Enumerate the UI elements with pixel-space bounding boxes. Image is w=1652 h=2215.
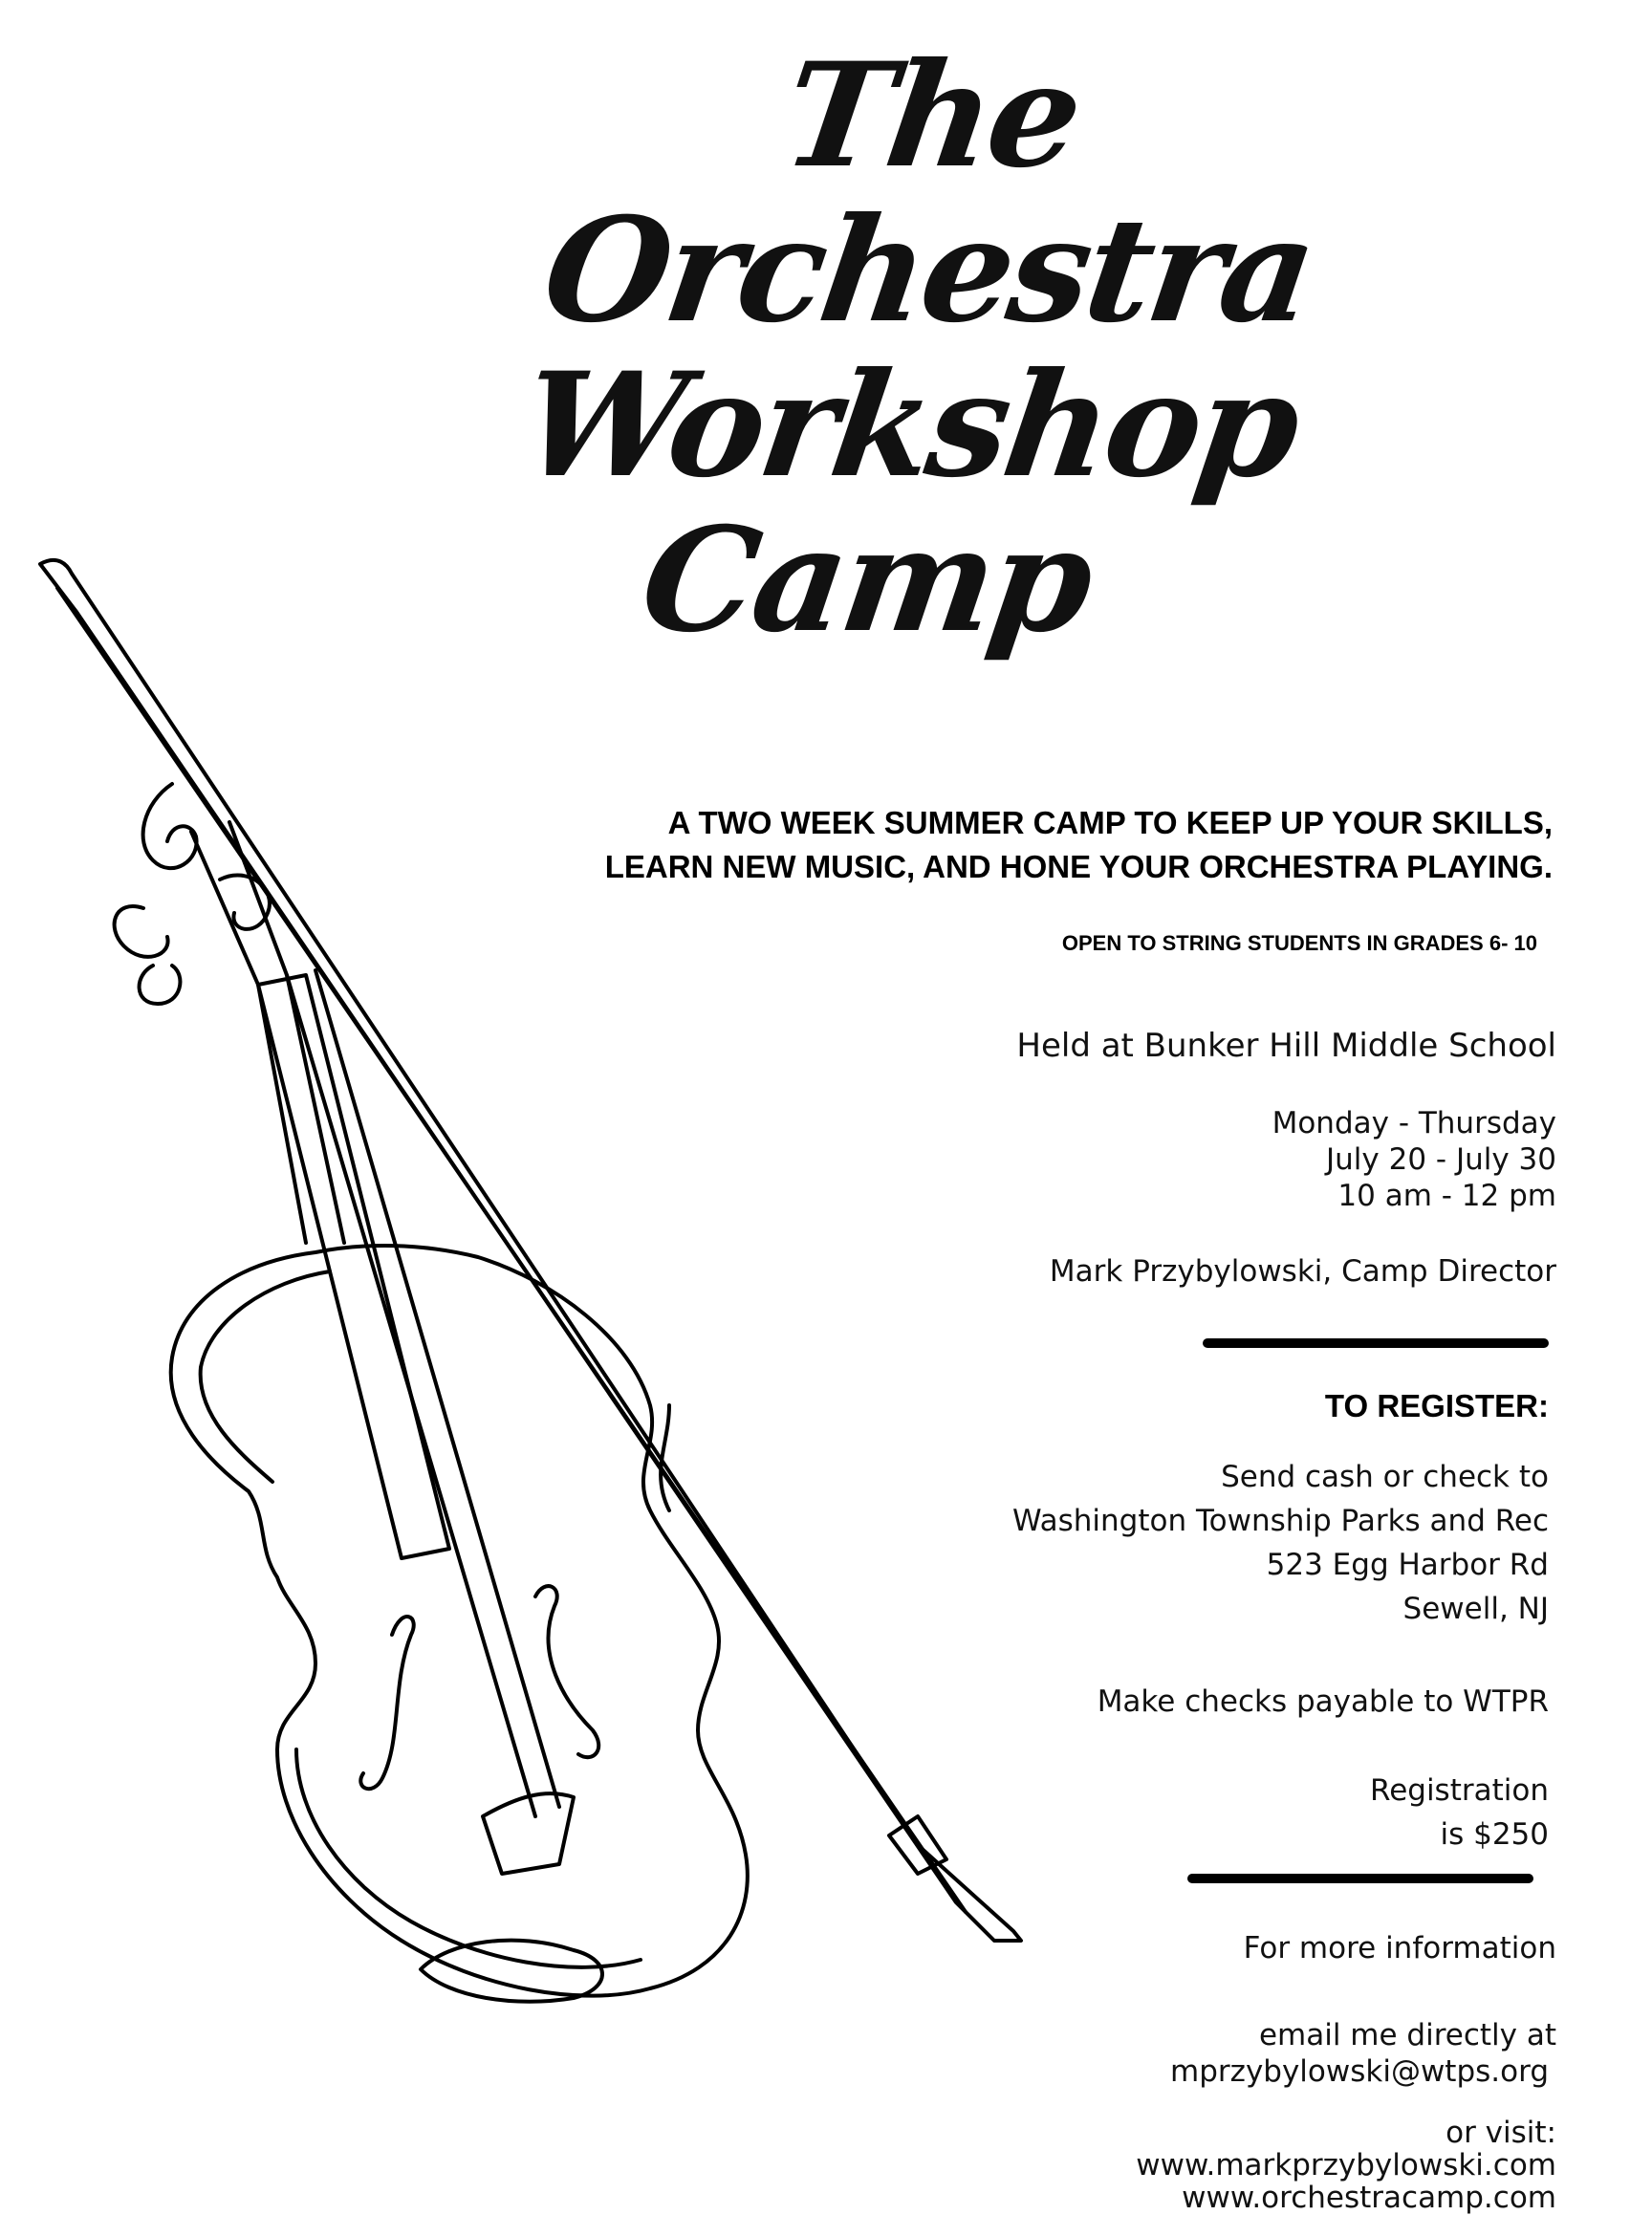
divider-top: [1203, 1338, 1549, 1348]
title-line-1: The: [773, 32, 1089, 200]
violin-scroll: [115, 784, 270, 1004]
schedule-dates: July 20 - July 30: [1326, 1142, 1556, 1177]
address-line-3: 523 Egg Harbor Rd: [1266, 1548, 1549, 1582]
title-line-4: Camp: [632, 496, 1100, 664]
bow-hair: [57, 588, 966, 1912]
schedule: [1272, 1105, 1556, 1214]
fee-line-2: is $250: [1440, 1817, 1549, 1852]
visit-block: [1136, 2117, 1556, 2214]
visit-intro: or visit:: [1446, 2116, 1556, 2150]
email-intro: email me directly at: [1258, 2018, 1556, 2052]
title-line-2: Orchestra: [534, 186, 1323, 355]
violin-strings: [287, 970, 559, 1816]
address-line-2: Washington Township Parks and Rec: [1011, 1504, 1549, 1538]
violin-f-hole-left: [360, 1617, 413, 1789]
location-text: Held at Bunker Hill Middle School: [1016, 1027, 1556, 1065]
bow-stick: [40, 560, 1021, 1941]
violin-fingerboard: [258, 975, 449, 1558]
address-line-1: Send cash or check to: [1221, 1460, 1549, 1494]
violin-chinrest: [421, 1941, 602, 2002]
register-address: [1012, 1455, 1549, 1631]
violin-illustration: [0, 535, 1052, 2161]
director-text: Mark Przybylowski, Camp Director: [1049, 1254, 1556, 1289]
fee-line-1: Registration: [1370, 1773, 1549, 1808]
website-link-2[interactable]: www.orchestracamp.com: [1182, 2181, 1556, 2215]
schedule-time: 10 am - 12 pm: [1337, 1179, 1556, 1213]
violin-body: [171, 1246, 748, 1996]
register-heading: TO REGISTER:: [1324, 1388, 1549, 1423]
headline-line-1: A TWO WEEK SUMMER CAMP TO KEEP UP YOUR SKILLS,: [667, 805, 1553, 840]
headline: [605, 801, 1553, 889]
title-line-3: Workshop: [512, 341, 1307, 510]
address-line-4: Sewell, NJ: [1402, 1592, 1549, 1626]
registration-fee: [1370, 1769, 1549, 1857]
violin-f-hole-right: [535, 1586, 598, 1757]
divider-bottom: [1187, 1874, 1533, 1883]
more-info-heading: For more information: [1243, 1931, 1556, 1965]
website-link-1[interactable]: www.markprzybylowski.com: [1136, 2148, 1556, 2182]
eligibility-text: OPEN TO STRING STUDENTS IN GRADES 6- 10: [1061, 931, 1537, 955]
email-block: [1170, 2017, 1556, 2090]
headline-line-2: LEARN NEW MUSIC, AND HONE YOUR ORCHESTRA PLAYING.: [604, 849, 1553, 884]
payable-text: Make checks payable to WTPR: [1097, 1684, 1549, 1719]
schedule-days: Monday - Thursday: [1272, 1106, 1556, 1140]
email-link[interactable]: mprzybylowski@wtps.org: [1170, 2054, 1549, 2089]
